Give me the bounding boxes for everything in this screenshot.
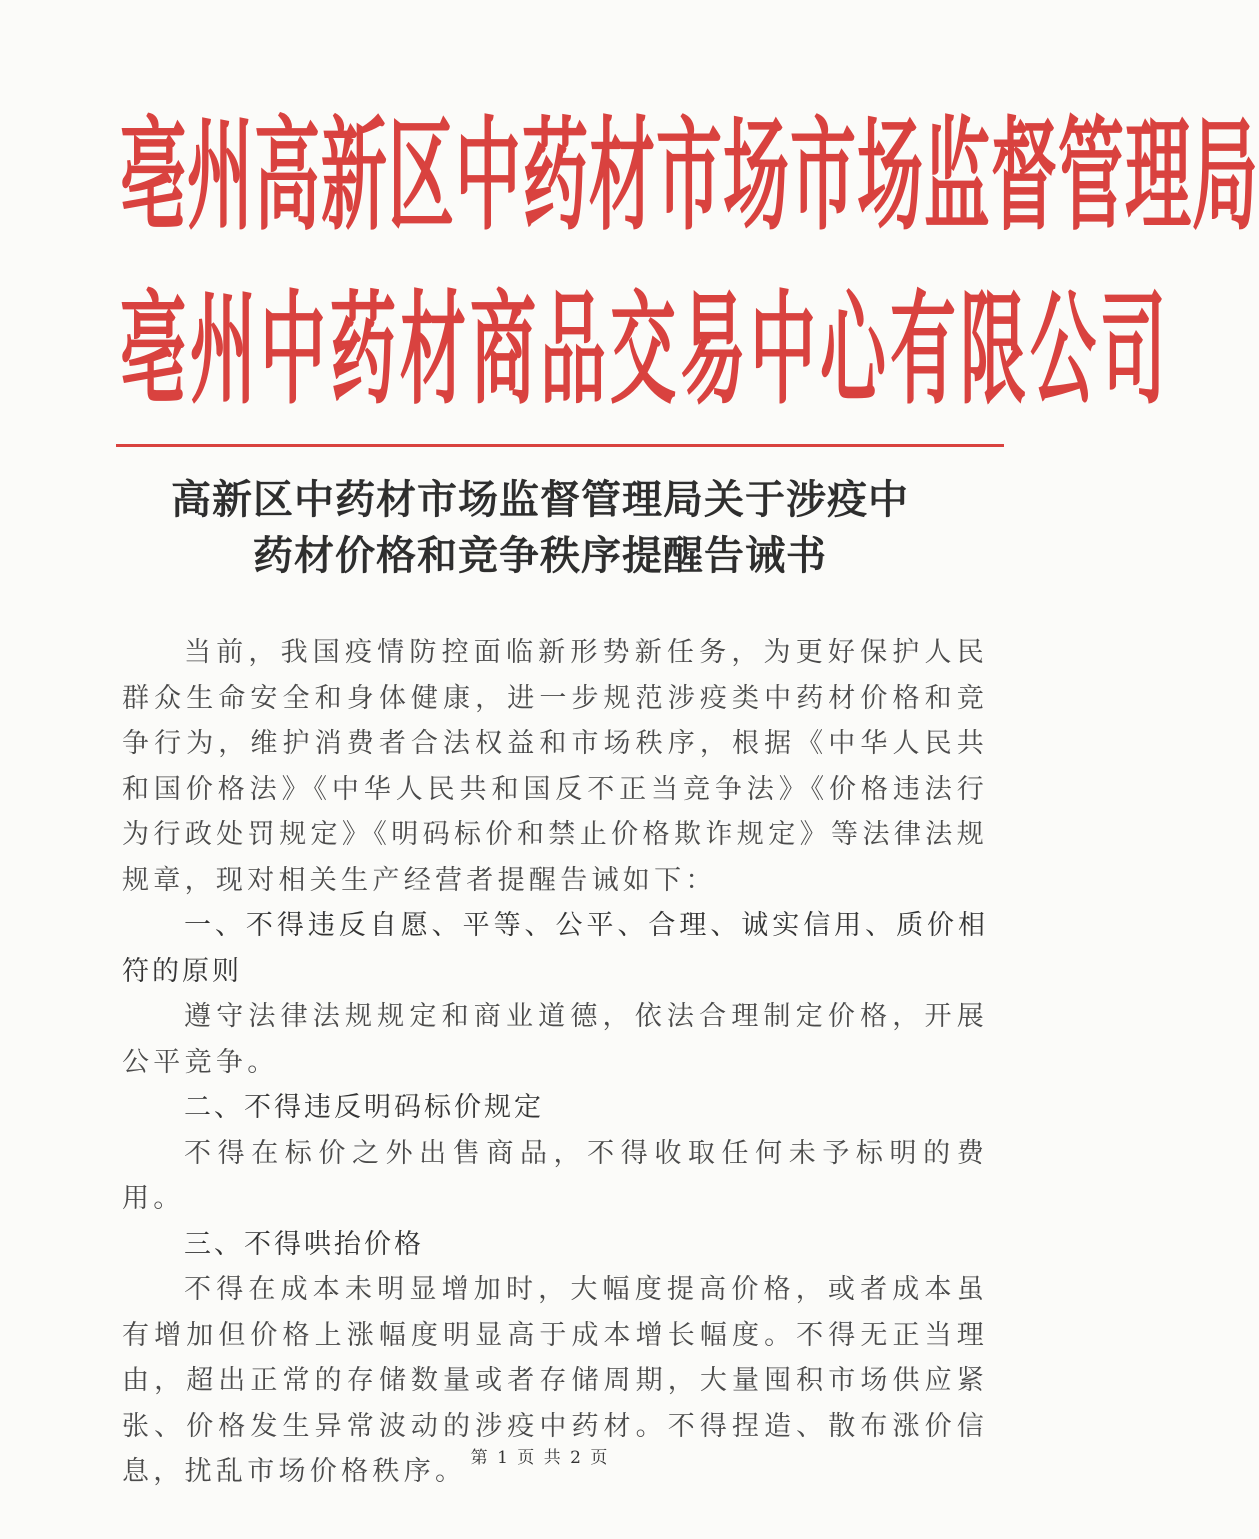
- page-indicator: 第 1 页 共 2 页: [470, 1448, 610, 1468]
- title-line-2: 药材价格和竞争秩序提醒告诫书: [253, 532, 827, 579]
- letterhead-divider: [116, 444, 1004, 447]
- document-body: [122, 630, 988, 1495]
- section-1-text: 遵守法律法规规定和商业道德，依法合理制定价格，开展公平竞争。: [122, 1001, 988, 1078]
- section-3-text: 不得在成本未明显增加时，大幅度提高价格，或者成本虽有增加但价格上涨幅度明显高于成本增长幅度。不得无正当理由，超出正常的存储数量或者存储周期，大量囤积市场供应紧张、价格发生异常波动的涉疫中药材。不得捏造、散布涨价信息，扰乱市场价格秩序。: [122, 1274, 988, 1487]
- section-2-text: 不得在标价之外出售商品，不得收取任何未予标明的费用。: [122, 1137, 988, 1214]
- intro-paragraph: 当前，我国疫情防控面临新形势新任务，为更好保护人民群众生命安全和身体健康，进一步规范涉疫类中药材价格和竞争行为，维护消费者合法权益和市场秩序，根据《中华人民共和国价格法》《中华人民共和国反不正当竞争法》《价格违法行为行政处罚规定》《明码标价和禁止价格欺诈规定》等法律法规规章，现对相关生产经营者提醒告诫如下：: [122, 637, 988, 896]
- section-3-heading: 三、不得哄抬价格: [184, 1228, 424, 1260]
- section-1-heading: 一、不得违反自愿、平等、公平、合理、诚实信用、质价相符的原则: [122, 910, 988, 987]
- letterhead-line-2: 亳州中药材商品交易中心有限公司: [120, 279, 1170, 422]
- document-title: [100, 472, 980, 584]
- title-line-1: 高新区中药材市场监督管理局关于涉疫中: [171, 476, 909, 523]
- letterhead-line-1: 亳州高新区中药材市场市场监督管理局: [120, 105, 1259, 248]
- section-2-heading: 二、不得违反明码标价规定: [184, 1092, 544, 1123]
